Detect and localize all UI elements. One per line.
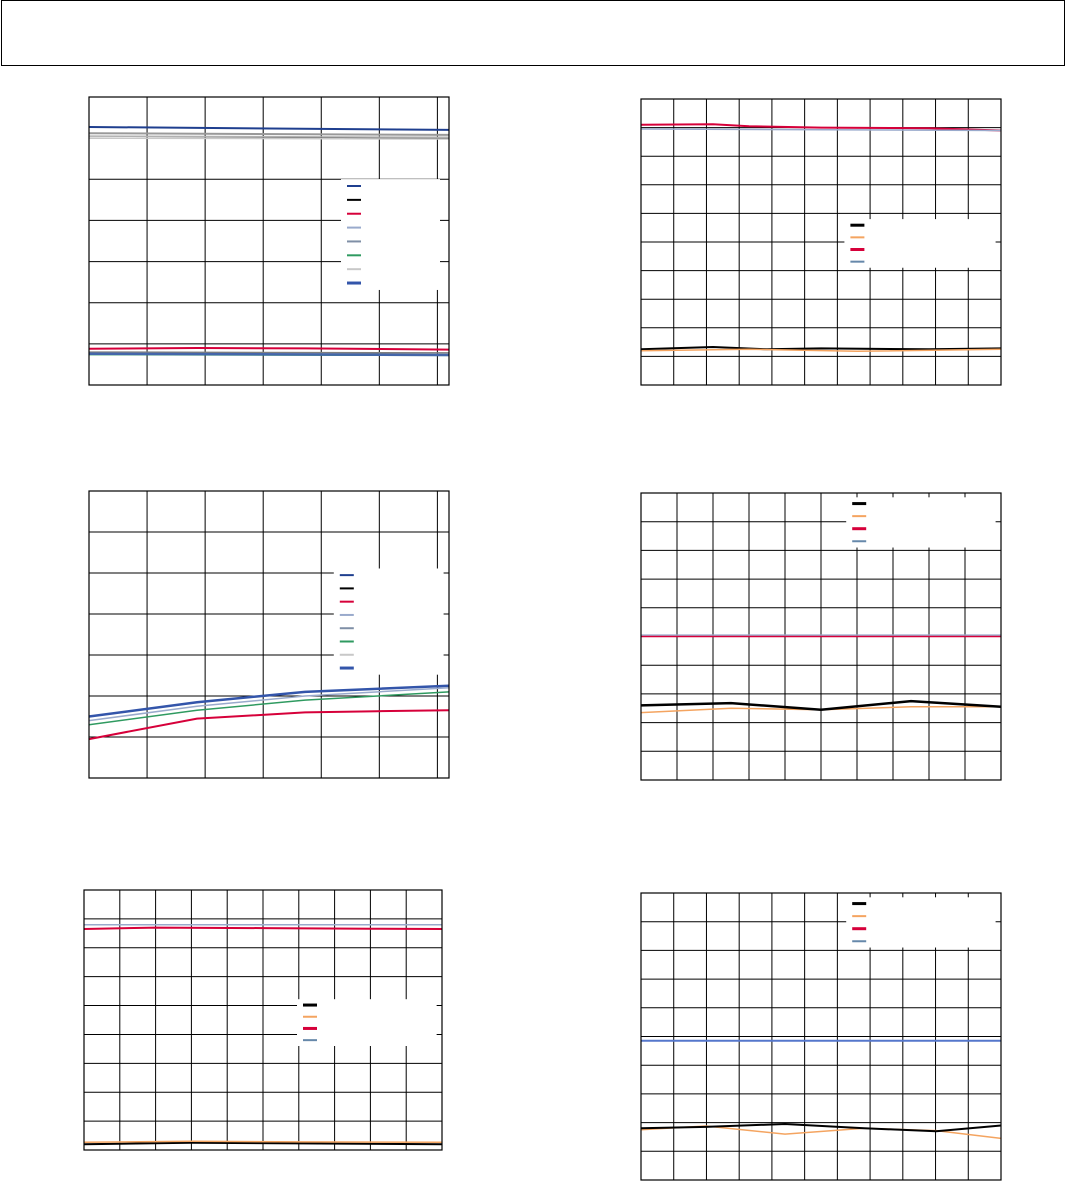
legend-box — [341, 179, 440, 290]
series-line — [89, 133, 449, 135]
series-line — [84, 928, 442, 929]
series-line — [641, 349, 1001, 351]
chart-4 — [640, 492, 1002, 781]
series-line — [89, 354, 449, 355]
series-line — [89, 348, 449, 350]
chart-5 — [83, 889, 443, 1151]
legend-box — [297, 999, 437, 1046]
legend-box — [846, 897, 995, 947]
series-line — [641, 347, 1001, 349]
chart-2 — [640, 98, 1002, 386]
series-line — [89, 710, 449, 739]
chart-6 — [640, 892, 1002, 1181]
chart-3 — [88, 490, 450, 779]
legend-box — [844, 219, 995, 268]
series-line — [84, 1143, 442, 1144]
chart-1 — [88, 96, 450, 386]
header-box — [1, 0, 1065, 66]
series-line — [641, 1124, 1001, 1131]
series-line — [84, 1141, 442, 1142]
series-line — [89, 136, 449, 137]
legend-box — [846, 497, 995, 547]
series-line — [89, 138, 449, 139]
legend-box — [334, 568, 444, 674]
series-line — [89, 127, 449, 130]
